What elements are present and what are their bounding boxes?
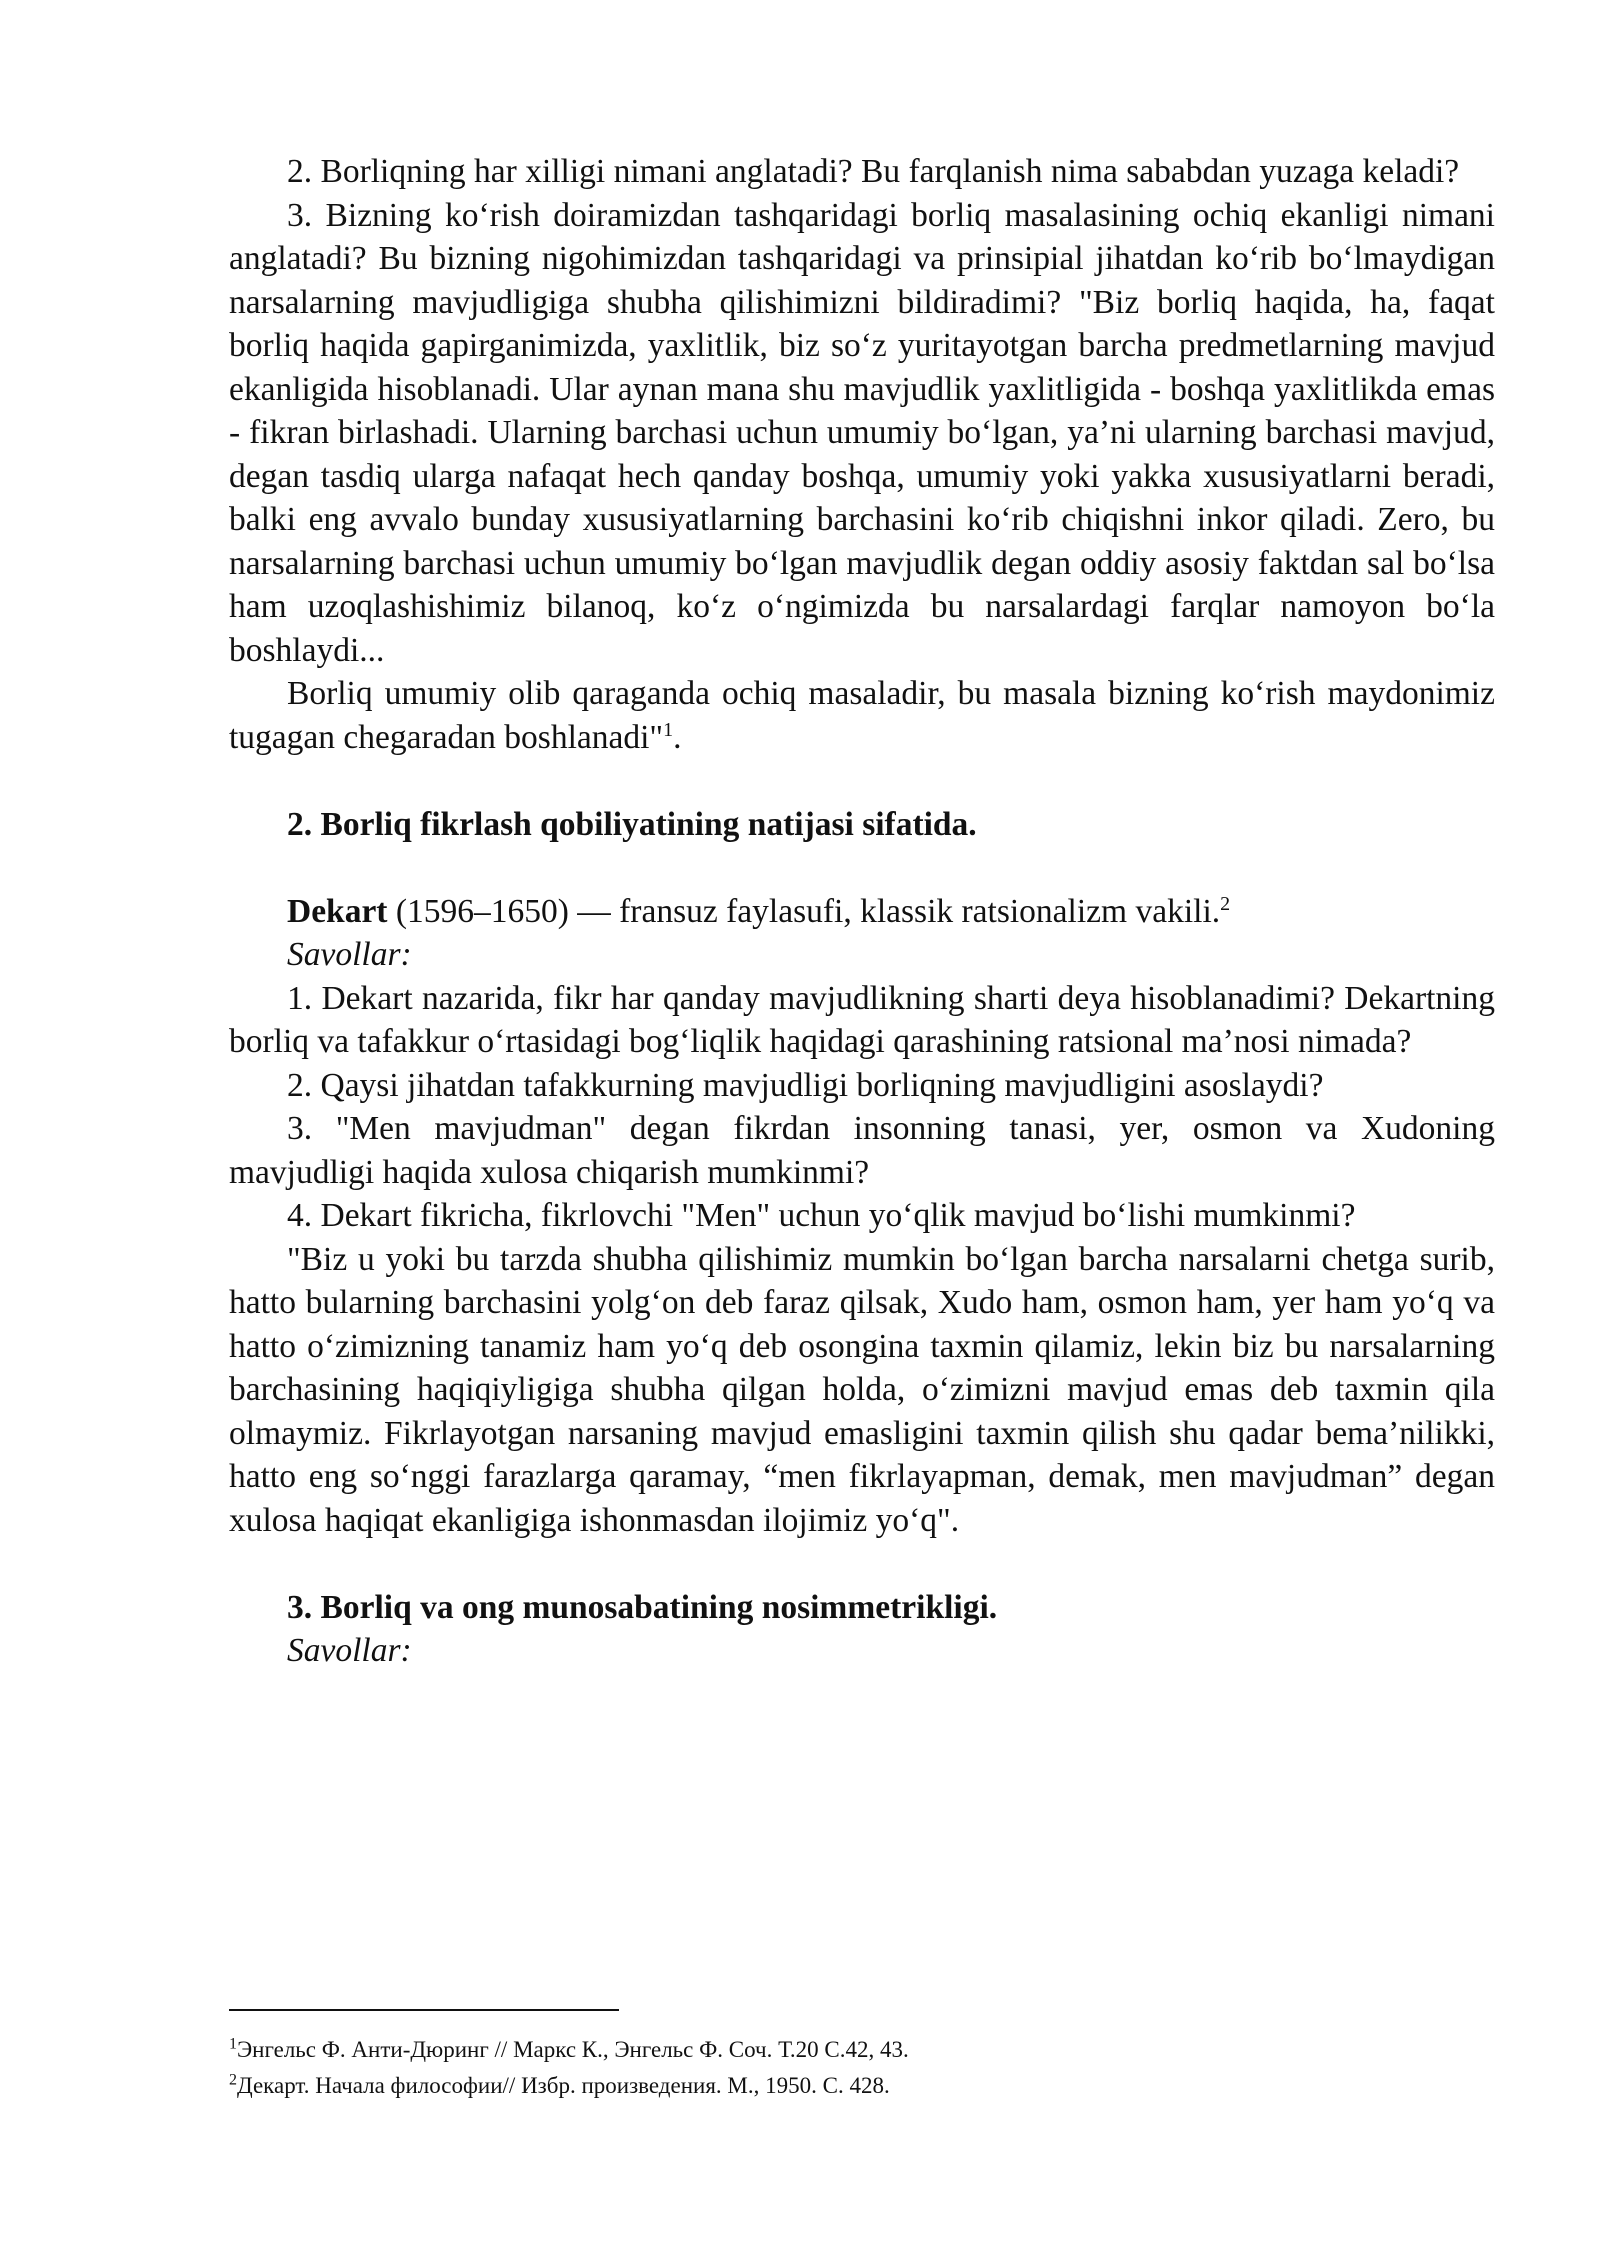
footnote-ref-2[interactable]: 2 xyxy=(1220,892,1231,915)
footnotes xyxy=(229,2032,1495,2104)
question-3: 3. "Men mavjudman" degan fikrdan insonning tanasi, yer, osmon va Xudoning mavjudligi haqida xulosa chiqarish mumkinmi? xyxy=(229,1110,1495,1191)
footnote-1-number: 1 xyxy=(229,2035,237,2053)
footnote-ref-1[interactable]: 1 xyxy=(663,718,674,741)
dekart-name: Dekart xyxy=(287,892,388,930)
questions-label: Savollar: xyxy=(287,936,412,973)
dekart-description: (1596–1650) — fransuz faylasufi, klassik ratsionalizm vakili. xyxy=(387,892,1221,930)
footnote-2-text: Декарт. Начала философии// Избр. произведения. М., 1950. С. 428. xyxy=(237,2073,890,2098)
questions-label-2: Savollar: xyxy=(287,1632,412,1669)
question-1: 1. Dekart nazarida, fikr har qanday mavjudlikning sharti deya hisoblanadimi? Dekartning borliq va tafakkur o‘rtasidagi bog‘liqlik haqidagi qarashining ratsional ma’nosi nimada? xyxy=(229,979,1495,1060)
paragraph-question-3: 3. Bizning ko‘rish doiramizdan tashqaridagi borliq masalasining ochiq ekanligi nimani anglatadi? Bu bizning nigohimizdan tashqaridagi va prinsipial jihatdan ko‘rib bo‘lmaydigan narsalarning mavjudligiga shubha qilishimizni bildiradimi? "Biz borliq haqida, ha, faqat borliq haqida gapirganimizda, yaxlitlik, biz so‘z yuritayotgan barcha predmetlarning mavjud ekanligida hisoblanadi. Ular aynan mana shu mavjudlik yaxlitligida - boshqa yaxlitlikda emas - fikran birlashadi. Ularning barchasi uchun umumiy bo‘lgan, ya’ni ularning barchasi mavjud, degan tasdiq ularga nafaqat hech qanday boshqa, umumiy yoki yakka xususiyatlarni beradi, balki eng avvalo bunday xususiyatlarning barchasini ko‘rib chiqishni inkor qiladi. Zero, bu narsalarning barchasi uchun umumiy bo‘lgan mavjudlik degan oddiy asosiy faktdan sal bo‘lsa ham uzoqlashishimiz bilanoq, ko‘z o‘ngimizda bu narsalardagi farqlar namoyon bo‘la boshlaydi... xyxy=(229,196,1495,669)
paragraph-question-2: 2. Borliqning har xilligi nimani anglatadi? Bu farqlanish nima sababdan yuzaga keladi? xyxy=(287,153,1460,190)
dekart-intro xyxy=(229,890,1495,934)
dekart-quote: "Biz u yoki bu tarzda shubha qilishimiz mumkin bo‘lgan barcha narsalarni chetga surib, hatto bularning barchasini yolg‘on deb faraz qilsak, Xudo ham, osmon ham, yer ham yo‘q va hatto o‘zimizning tanamiz ham yo‘q deb osongina taxmin qilamiz, lekin biz bu narsalarning barchasining haqiqiyligiga shubha qilgan holda, o‘zimizni mavjud emas deb taxmin qila olmaymiz. Fikrlayotgan narsaning mavjud emasligini taxmin qilish shu qadar bema’nilikki, hatto eng so‘nggi farazlarga qaramay, “men fikrlayapman, demak, men mavjudman” degan xulosa haqiqat ekanligiga ishonmasdan ilojimiz yo‘q". xyxy=(229,1240,1495,1539)
footnote-2-number: 2 xyxy=(229,2071,237,2089)
main-text xyxy=(229,150,1495,1673)
paragraph-quote-end xyxy=(229,672,1495,759)
question-2: 2. Qaysi jihatdan tafakkurning mavjudligi borliqning mavjudligini asoslaydi? xyxy=(287,1066,1324,1104)
section-heading-2: 2. Borliq fikrlash qobiliyatining natijasi sifatida. xyxy=(287,805,977,843)
quote-end-text: Borliq umumiy olib qaraganda ochiq masaladir, bu masala bizning ko‘rish maydonimiz tugagan chegaradan boshlanadi" xyxy=(229,675,1495,756)
footnote-2 xyxy=(229,2068,1495,2104)
question-4: 4. Dekart fikricha, fikrlovchi "Men" uchun yo‘qlik mavjud bo‘lishi mumkinmi? xyxy=(287,1197,1356,1234)
section-heading-3: 3. Borliq va ong munosabatining nosimmetrikligi. xyxy=(287,1588,998,1626)
footnote-separator xyxy=(229,2009,619,2011)
footnote-1 xyxy=(229,2032,1495,2068)
quote-end-period: . xyxy=(673,718,682,756)
footnote-1-text: Энгельс Ф. Анти-Дюринг // Маркс К., Энгельс Ф. Соч. Т.20 С.42, 43. xyxy=(237,2037,909,2062)
